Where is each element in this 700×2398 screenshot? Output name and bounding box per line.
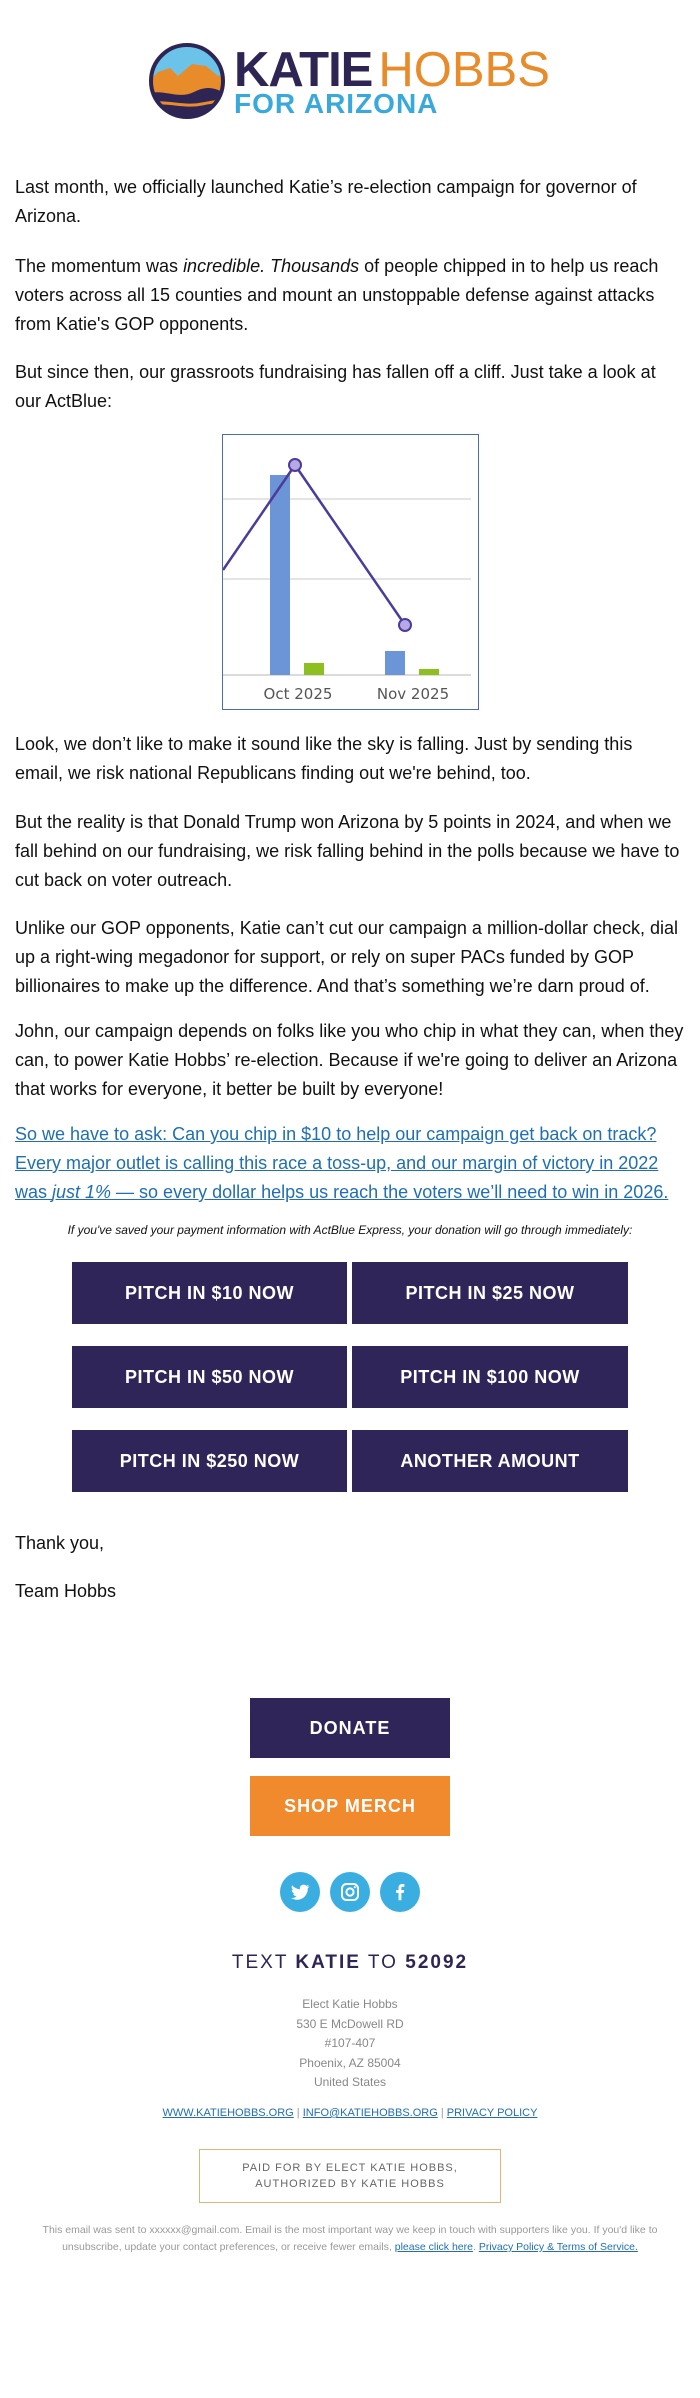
pitch-250-button[interactable]: PITCH IN $250 NOW: [72, 1430, 347, 1492]
text-keyword: KATIE: [295, 1952, 361, 1973]
chart-trend-point: [399, 619, 411, 631]
arizona-landscape-icon: [148, 42, 226, 120]
text-number: 52092: [405, 1952, 469, 1973]
address-line: #107-407: [324, 2036, 376, 2050]
paragraph-launch: Last month, we officially launched Katie’s re-election campaign for governor of Arizona.: [15, 177, 637, 226]
twitter-icon[interactable]: [280, 1872, 320, 1912]
cta-text-a: So we have to ask: Can you chip in $10 to help our campaign get back on track? Every major outlet is calling this race a toss-up, and our margin of victory in 2022 was: [15, 1124, 659, 1202]
link-separator: |: [293, 2107, 303, 2119]
unsubscribe-link[interactable]: please click here: [394, 2241, 473, 2253]
chart-bar-secondary: [304, 663, 324, 675]
footer-donate-button[interactable]: DONATE: [250, 1698, 450, 1758]
website-link[interactable]: WWW.KATIEHOBBS.ORG: [162, 2107, 294, 2119]
shop-merch-button[interactable]: SHOP MERCH: [250, 1776, 450, 1836]
signoff-thanks: Thank you,: [15, 1533, 105, 1553]
chart-canvas: [223, 435, 480, 711]
chart-trend-line-segment: [295, 465, 405, 625]
actblue-note: If you've saved your payment information with ActBlue Express, your donation will go through immediately:: [67, 1223, 633, 1237]
paragraph-fallen-off: But since then, our grassroots fundraising has fallen off a cliff. Just take a look at our ActBlue:: [15, 362, 656, 411]
logo-last-name: HOBBS: [378, 43, 550, 97]
logo-tagline: FOR ARIZONA: [234, 88, 439, 119]
cta-text-b: — so every dollar helps us reach the voters we’ll need to win in 2026.: [111, 1182, 669, 1202]
chart-bar-primary: [385, 651, 405, 675]
terms-link[interactable]: Privacy Policy & Terms of Service.: [478, 2241, 638, 2253]
pitch-10-button[interactable]: PITCH IN $10 NOW: [72, 1262, 347, 1324]
another-amount-button[interactable]: ANOTHER AMOUNT: [352, 1430, 628, 1492]
logo-name: [234, 42, 550, 97]
paragraph-trump: But the reality is that Donald Trump won Arizona by 5 points in 2024, and when we fall behind on our fundraising, we risk falling behind in the polls because we have to cut back on voter outreach.: [15, 812, 680, 890]
pitch-25-button[interactable]: PITCH IN $25 NOW: [352, 1262, 628, 1324]
text-mid: TO: [360, 1952, 406, 1973]
address-line: 530 E McDowell RD: [296, 2016, 404, 2031]
text-prefix: TEXT: [231, 1952, 296, 1973]
cta-emphasis: just 1%: [52, 1182, 112, 1202]
pitch-50-button[interactable]: PITCH IN $50 NOW: [72, 1346, 347, 1408]
paid-line-2: AUTHORIZED BY KATIE HOBBS: [255, 2178, 445, 2190]
mailing-address: [0, 1995, 700, 2093]
facebook-icon[interactable]: [380, 1872, 420, 1912]
pitch-100-button[interactable]: PITCH IN $100 NOW: [352, 1346, 628, 1408]
disclaimer-text: This email was sent to xxxxxx@gmail.com. Email is the most important way we keep in touch with supporters like you. If you'd like to unsubscribe, update your contact preferences, or receive fewer emails,: [42, 2224, 658, 2253]
signoff-team: Team Hobbs: [15, 1581, 117, 1601]
campaign-logo: [148, 42, 558, 124]
chart-x-tick-label: Nov 2025: [376, 685, 450, 703]
fundraising-chart: [222, 434, 479, 710]
disclaimer-separator: .: [472, 2241, 479, 2253]
email-link[interactable]: INFO@KATIEHOBBS.ORG: [302, 2107, 438, 2119]
instagram-icon[interactable]: [330, 1872, 370, 1912]
paragraph-momentum: [15, 252, 685, 339]
logo-first-name: KATIE: [234, 43, 373, 97]
paid-for-disclaimer: [199, 2149, 501, 2203]
paragraph-sky-falling: Look, we don’t like to make it sound like the sky is falling. Just by sending this email, we risk national Republicans finding out we're behind, too.: [15, 734, 633, 783]
twitter-bird-glyph: [289, 1881, 311, 1903]
link-separator: |: [437, 2107, 447, 2119]
facebook-glyph: [389, 1881, 411, 1903]
address-line: United States: [313, 2075, 387, 2089]
paid-line-1: PAID FOR BY ELECT KATIE HOBBS,: [242, 2162, 458, 2174]
paragraph-gop: Unlike our GOP opponents, Katie can’t cut our campaign a million-dollar check, dial up a right-wing megadonor for support, or rely on super PACs funded by GOP billionaires to make up the difference. And that’s something we’re darn proud of.: [15, 918, 679, 996]
instagram-glyph: [338, 1880, 362, 1904]
text-to-join: [0, 1952, 700, 1974]
paragraph-momentum-emphasis: incredible. Thousands: [183, 256, 360, 276]
chart-trend-point: [289, 459, 301, 471]
paragraph-momentum-b: of people chipped in to help us reach voters across all 15 counties and mount an unstoppable defense against attacks from Katie's GOP opponents.: [15, 256, 659, 334]
address-line: Elect Katie Hobbs: [302, 1997, 398, 2011]
address-line: Phoenix, AZ 85004: [299, 2055, 401, 2070]
donate-ask-link[interactable]: [15, 1120, 687, 1207]
paragraph-momentum-a: The momentum was: [15, 256, 184, 276]
email-disclaimer: [20, 2222, 680, 2256]
chart-bar-primary: [270, 475, 290, 675]
chart-bar-secondary: [419, 669, 439, 675]
chart-x-tick-label: Oct 2025: [263, 685, 333, 703]
privacy-policy-link[interactable]: PRIVACY POLICY: [446, 2107, 538, 2119]
footer-links: [0, 2107, 700, 2119]
paragraph-depends: John, our campaign depends on folks like you who chip in what they can, when they can, to power Katie Hobbs’ re-election. Because if we're going to deliver an Arizona that works for everyone, it better be built by everyone!: [15, 1021, 684, 1099]
